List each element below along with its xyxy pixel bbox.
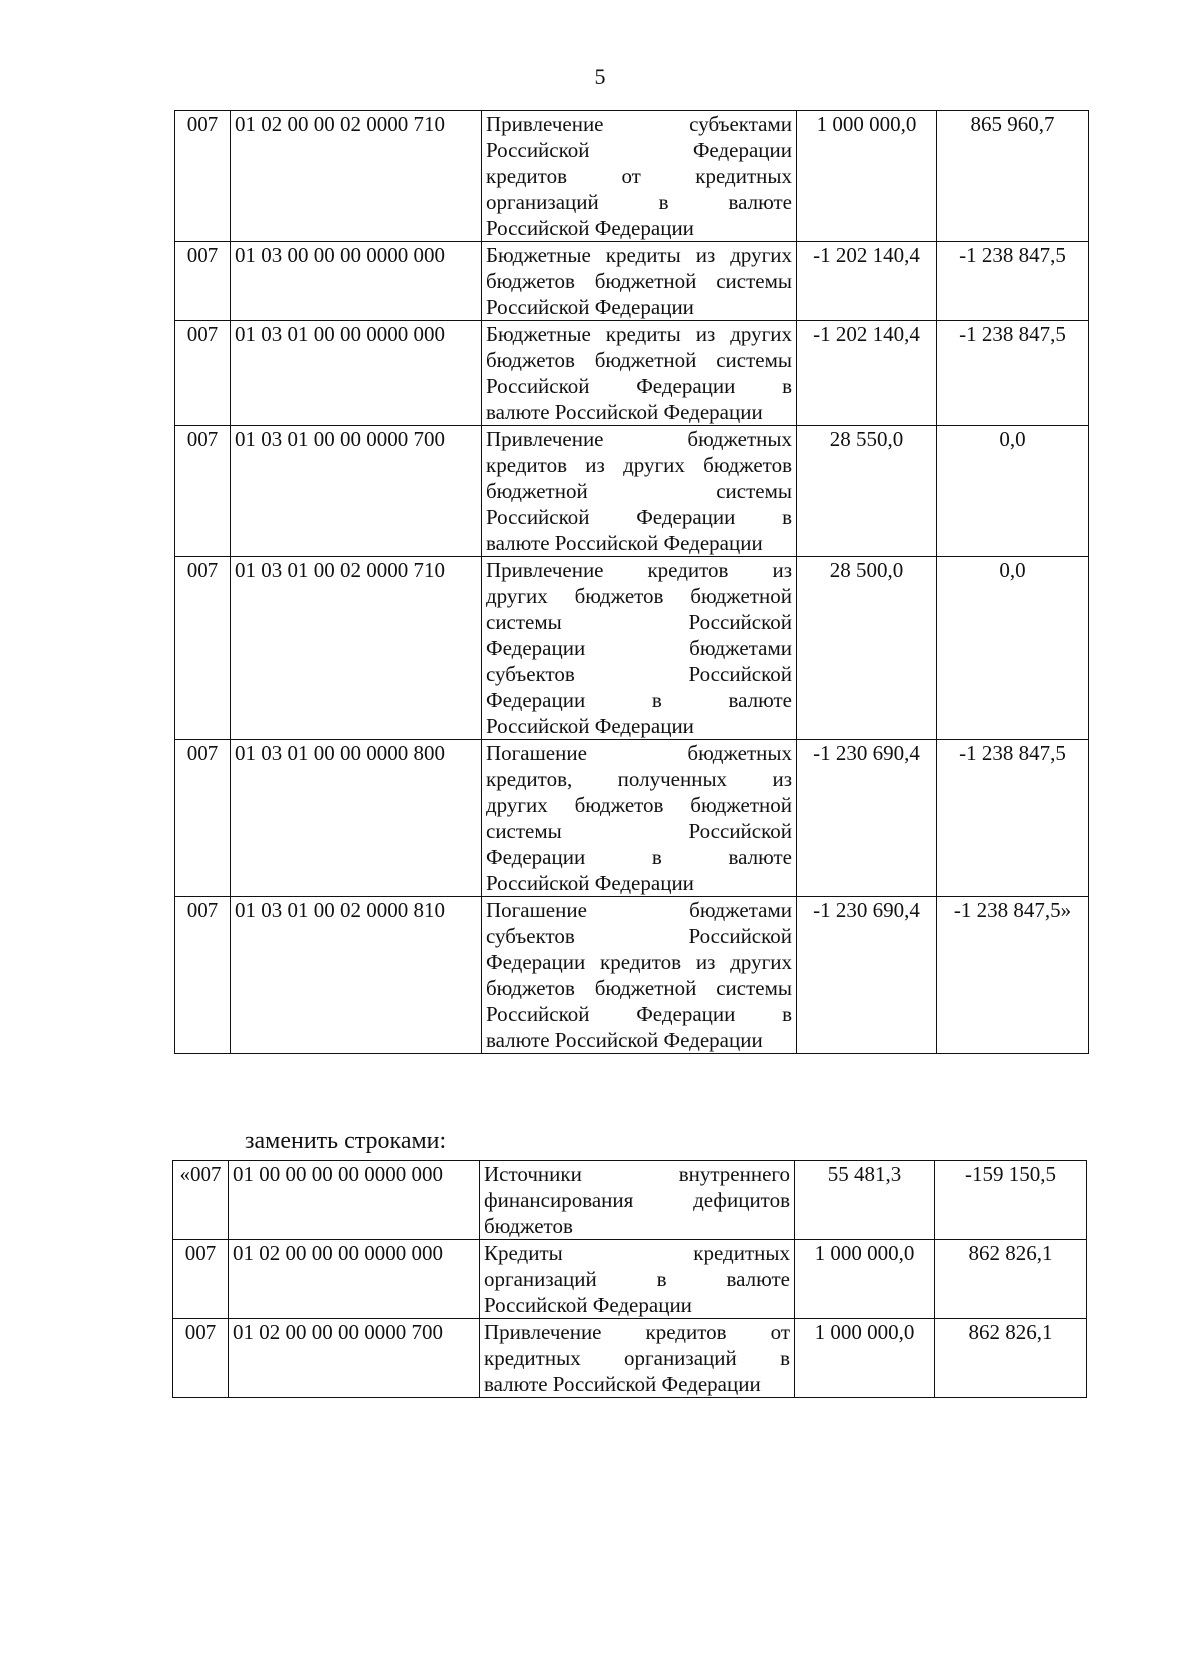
description-line: кредитов от кредитных: [486, 164, 792, 188]
classification-code-cell: 01 03 01 00 00 0000 700: [231, 426, 482, 557]
admin-code-cell: 007: [173, 1240, 229, 1319]
amount-cell-1: 1 000 000,0: [795, 1319, 935, 1398]
description-line: Российской Федерации: [484, 1293, 692, 1317]
table-old-body: [175, 111, 1089, 1054]
description-line: Привлечение кредитов из: [486, 558, 792, 582]
admin-code-cell: 007: [175, 321, 231, 426]
table-row: [173, 1319, 1087, 1398]
amount-cell-2: -1 238 847,5: [937, 321, 1089, 426]
description-cell: [482, 111, 797, 242]
description-cell: [482, 557, 797, 740]
description-line: бюджетов бюджетной системы: [486, 976, 792, 1000]
amount-cell-1: -1 202 140,4: [797, 321, 937, 426]
description-line: Российской Федерации: [486, 714, 694, 738]
description-line: организаций в валюте: [484, 1267, 790, 1291]
description-line: Привлечение бюджетных: [486, 427, 792, 451]
description-line: Погашение бюджетных: [486, 741, 792, 765]
description-line: Федерации в валюте: [486, 845, 792, 869]
classification-code-cell: 01 03 01 00 02 0000 810: [231, 897, 482, 1054]
description-line: Федерации в валюте: [486, 688, 792, 712]
amount-cell-1: 55 481,3: [795, 1161, 935, 1240]
description-line: Российской Федерации: [486, 138, 792, 162]
table-row: [173, 1240, 1087, 1319]
description-line: других бюджетов бюджетной: [486, 793, 792, 817]
classification-code-cell: 01 02 00 00 00 0000 700: [229, 1319, 480, 1398]
description-cell: [480, 1240, 795, 1319]
description-cell: [482, 740, 797, 897]
description-cell: [482, 242, 797, 321]
amount-cell-2: -1 238 847,5: [937, 740, 1089, 897]
description-line: Федерации бюджетами: [486, 636, 792, 660]
table-row: [175, 321, 1089, 426]
table-row: [175, 426, 1089, 557]
amount-cell-1: 1 000 000,0: [795, 1240, 935, 1319]
amount-cell-1: -1 230 690,4: [797, 740, 937, 897]
description-line: системы Российской: [486, 819, 792, 843]
description-line: субъектов Российской: [486, 924, 792, 948]
description-line: системы Российской: [486, 610, 792, 634]
admin-code-cell: «007: [173, 1161, 229, 1240]
table-replaced-rows: [174, 110, 1089, 1054]
description-line: Погашение бюджетами: [486, 898, 792, 922]
description-line: валюте Российской Федерации: [486, 1028, 763, 1052]
description-cell: [480, 1319, 795, 1398]
admin-code-cell: 007: [175, 426, 231, 557]
description-line: бюджетной системы: [486, 479, 792, 503]
admin-code-cell: 007: [175, 740, 231, 897]
description-cell: [482, 897, 797, 1054]
description-line: Привлечение субъектами: [486, 112, 792, 136]
description-line: других бюджетов бюджетной: [486, 584, 792, 608]
description-cell: [482, 426, 797, 557]
table-row: [175, 242, 1089, 321]
description-line: бюджетов: [484, 1214, 573, 1238]
table-replacement-rows: [172, 1160, 1087, 1398]
description-line: Российской Федерации: [486, 216, 694, 240]
table-row: [173, 1161, 1087, 1240]
description-line: бюджетов бюджетной системы: [486, 269, 792, 293]
description-cell: [482, 321, 797, 426]
description-line: Кредиты кредитных: [484, 1241, 790, 1265]
amount-cell-2: 0,0: [937, 426, 1089, 557]
amount-cell-1: -1 230 690,4: [797, 897, 937, 1054]
description-line: валюте Российской Федерации: [486, 531, 763, 555]
description-line: Федерации кредитов из других: [486, 950, 792, 974]
amount-cell-1: 1 000 000,0: [797, 111, 937, 242]
description-line: финансирования дефицитов: [484, 1188, 790, 1212]
page-number: 5: [594, 64, 606, 89]
table-row: [175, 897, 1089, 1054]
amount-cell-2: -1 238 847,5: [937, 242, 1089, 321]
admin-code-cell: 007: [173, 1319, 229, 1398]
description-line: организаций в валюте: [486, 190, 792, 214]
amount-cell-1: 28 500,0: [797, 557, 937, 740]
description-line: Бюджетные кредиты из других: [486, 322, 792, 346]
admin-code-cell: 007: [175, 242, 231, 321]
table-row: [175, 111, 1089, 242]
table-new-body: [173, 1161, 1087, 1398]
classification-code-cell: 01 03 01 00 02 0000 710: [231, 557, 482, 740]
amount-cell-2: 862 826,1: [935, 1319, 1087, 1398]
classification-code-cell: 01 03 01 00 00 0000 800: [231, 740, 482, 897]
description-line: кредитов из других бюджетов: [486, 453, 792, 477]
description-line: Российской Федерации в: [486, 374, 792, 398]
description-line: Бюджетные кредиты из других: [486, 243, 792, 267]
amount-cell-1: -1 202 140,4: [797, 242, 937, 321]
classification-code-cell: 01 02 00 00 00 0000 000: [229, 1240, 480, 1319]
classification-code-cell: 01 00 00 00 00 0000 000: [229, 1161, 480, 1240]
description-line: кредитных организаций в: [484, 1346, 790, 1370]
amount-cell-2: -159 150,5: [935, 1161, 1087, 1240]
description-line: Российской Федерации: [486, 295, 694, 319]
classification-code-cell: 01 03 01 00 00 0000 000: [231, 321, 482, 426]
amount-cell-2: 865 960,7: [937, 111, 1089, 242]
table-row: [175, 557, 1089, 740]
table-row: [175, 740, 1089, 897]
description-line: валюте Российской Федерации: [486, 400, 763, 424]
description-line: Российской Федерации в: [486, 505, 792, 529]
description-line: бюджетов бюджетной системы: [486, 348, 792, 372]
amount-cell-2: -1 238 847,5»: [937, 897, 1089, 1054]
replace-caption: заменить строками:: [245, 1128, 447, 1154]
classification-code-cell: 01 02 00 00 02 0000 710: [231, 111, 482, 242]
description-line: субъектов Российской: [486, 662, 792, 686]
admin-code-cell: 007: [175, 557, 231, 740]
amount-cell-2: 0,0: [937, 557, 1089, 740]
description-line: Привлечение кредитов от: [484, 1320, 790, 1344]
description-line: Российской Федерации: [486, 871, 694, 895]
amount-cell-2: 862 826,1: [935, 1240, 1087, 1319]
classification-code-cell: 01 03 00 00 00 0000 000: [231, 242, 482, 321]
description-line: Российской Федерации в: [486, 1002, 792, 1026]
description-line: валюте Российской Федерации: [484, 1372, 761, 1396]
amount-cell-1: 28 550,0: [797, 426, 937, 557]
description-line: кредитов, полученных из: [486, 767, 792, 791]
admin-code-cell: 007: [175, 111, 231, 242]
admin-code-cell: 007: [175, 897, 231, 1054]
description-cell: [480, 1161, 795, 1240]
description-line: Источники внутреннего: [484, 1162, 790, 1186]
